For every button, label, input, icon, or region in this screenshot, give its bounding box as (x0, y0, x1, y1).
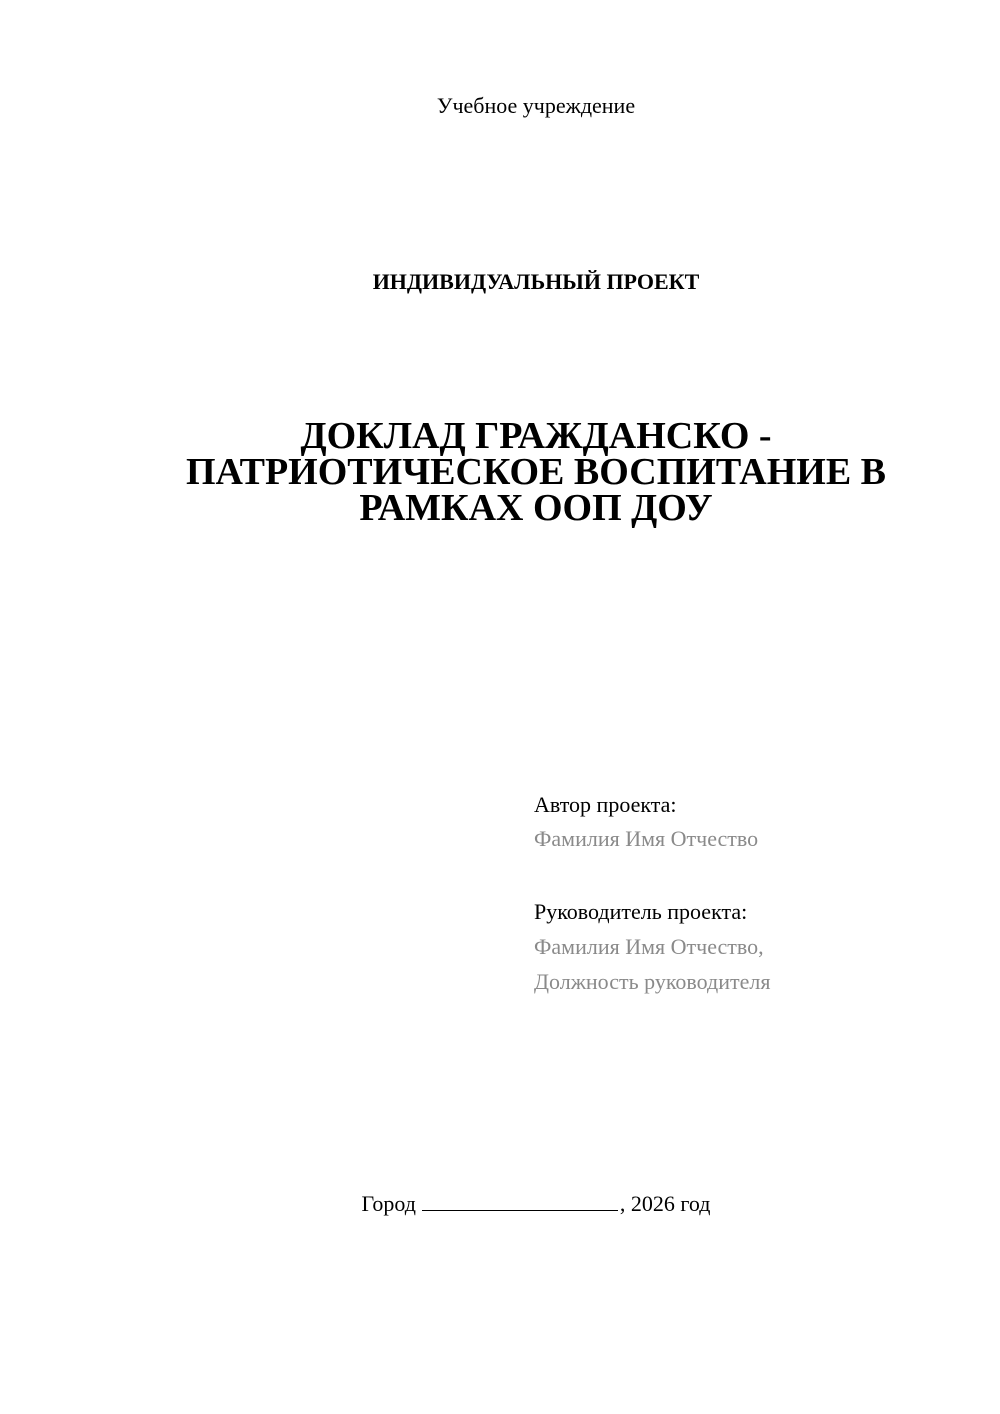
city-label: Город (361, 1191, 416, 1216)
project-type-heading: ИНДИВИДУАЛЬНЫЙ ПРОЕКТ (372, 269, 700, 294)
author-label: Автор проекта: (534, 792, 677, 817)
title-line-1: ДОКЛАД ГРАЖДАНСКО - (300, 415, 772, 457)
city-blank-line (422, 1190, 618, 1211)
supervisor-label: Руководитель проекта: (534, 899, 748, 924)
year-text: , 2026 год (619, 1191, 711, 1216)
supervisor-name-placeholder: Фамилия Имя Отчество, (534, 934, 764, 959)
city-year-line (0, 1190, 1000, 1218)
document-title (0, 415, 1000, 529)
author-block (534, 788, 974, 856)
supervisor-position-placeholder: Должность руководителя (534, 969, 771, 994)
institution-name: Учебное учреждение (436, 93, 636, 118)
title-line-2: ПАТРИОТИЧЕСКОЕ ВОСПИТАНИЕ В (185, 451, 887, 493)
author-name-placeholder: Фамилия Имя Отчество (534, 826, 759, 851)
supervisor-block (534, 894, 974, 999)
title-line-3: РАМКАХ ООП ДОУ (359, 487, 713, 529)
